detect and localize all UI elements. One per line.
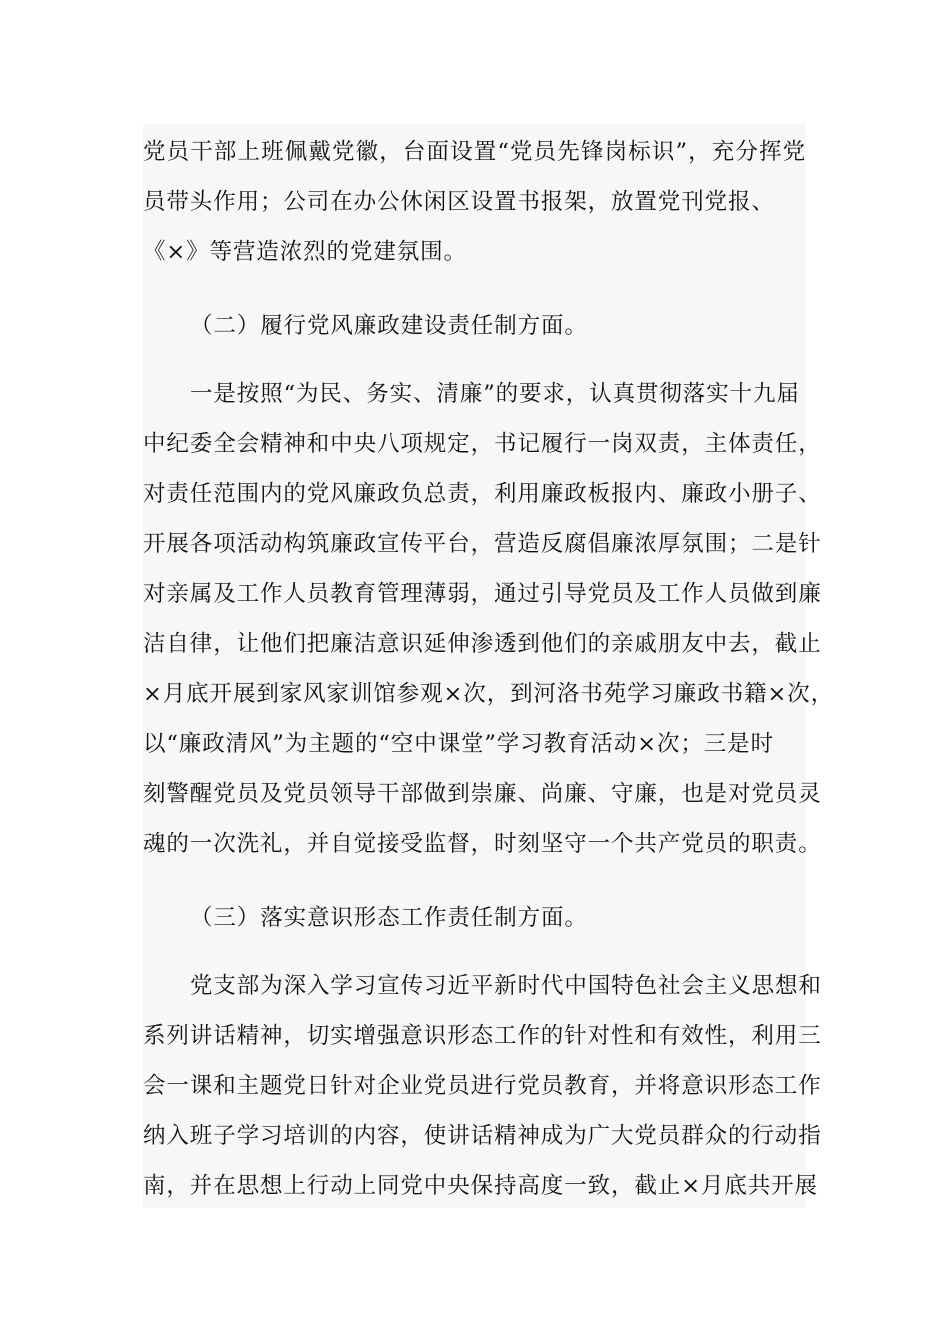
text-line: 系列讲话精神，切实增强意识形态工作的针对性和有效性，利用三: [143, 1023, 822, 1049]
section-heading: （三）落实意识形态工作责任制方面。: [190, 905, 588, 931]
text-line: 《×》等营造浓烈的党建氛围。: [143, 239, 467, 265]
text-line: 魂的一次洗礼，并自觉接受监督，时刻坚守一个共产党员的职责。: [143, 831, 822, 857]
text-line: ×月底开展到家风家训馆参观×次，到河洛书苑学习廉政书籍×次，: [143, 681, 835, 707]
text-line: 员带头作用；公司在办公休闲区设置书报架，放置党刊党报、: [143, 189, 775, 215]
text-line: 南，并在思想上行动上同党中央保持高度一致，截止×月底共开展: [143, 1173, 818, 1199]
text-line: 对亲属及工作人员教育管理薄弱，通过引导党员及工作人员做到廉: [143, 581, 822, 607]
text-line: 会一课和主题党日针对企业党员进行党员教育，并将意识形态工作: [143, 1073, 822, 1099]
text-line: 开展各项活动构筑廉政宣传平台，营造反腐倡廉浓厚氛围；二是针: [143, 531, 822, 557]
section-heading: （二）履行党风廉政建设责任制方面。: [190, 313, 588, 339]
text-line: 以“廉政清风”为主题的“空中课堂”学习教育活动×次；三是时: [143, 731, 774, 757]
text-line: 刻警醒党员及党员领导干部做到崇廉、尚廉、守廉，也是对党员灵: [143, 781, 822, 807]
document-body: [143, 124, 835, 1208]
text-line: 党员干部上班佩戴党徽，台面设置“党员先锋岗标识”，充分挥党: [143, 139, 806, 165]
text-line: 洁自律，让他们把廉洁意识延伸渗透到他们的亲戚朋友中去，截止: [143, 631, 822, 657]
text-line: 一是按照“为民、务实、清廉”的要求，认真贯彻落实十九届: [190, 381, 800, 407]
text-line: 中纪委全会精神和中央八项规定，书记履行一岗双责，主体责任，: [143, 431, 822, 457]
text-line: 对责任范围内的党风廉政负总责，利用廉政板报内、廉政小册子、: [143, 481, 822, 507]
text-line: 纳入班子学习培训的内容，使讲话精神成为广大党员群众的行动指: [143, 1123, 822, 1149]
text-line: 党支部为深入学习宣传习近平新时代中国特色社会主义思想和: [190, 973, 822, 999]
